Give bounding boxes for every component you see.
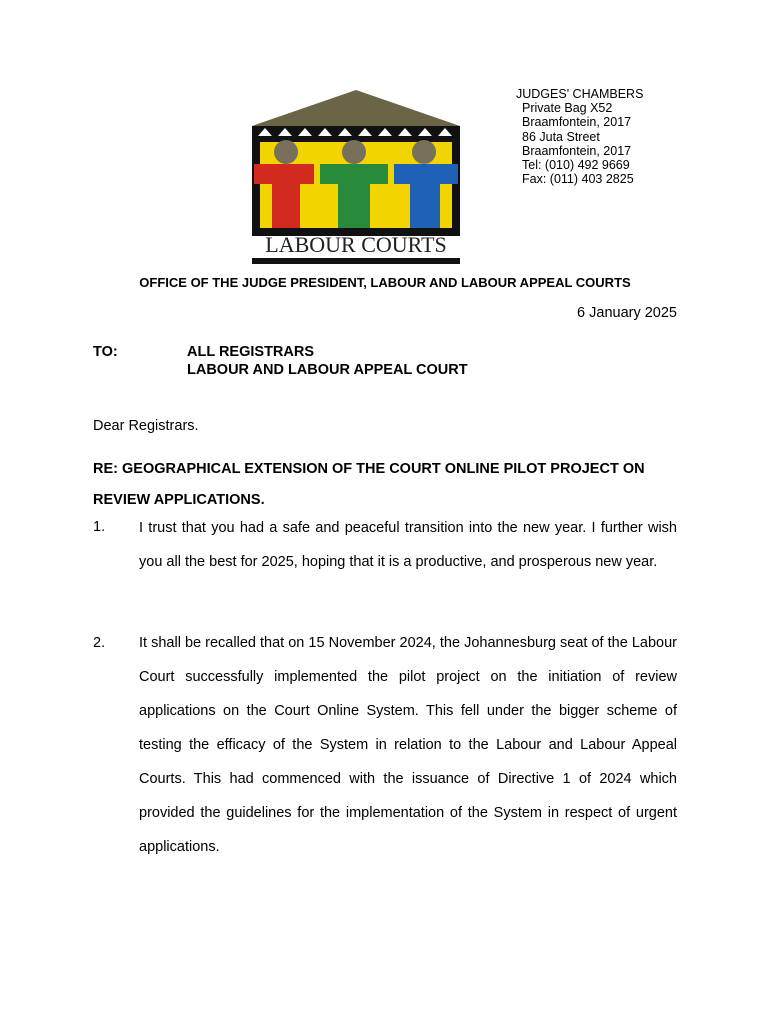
telephone-line: Tel: (010) 492 9669 — [522, 158, 630, 173]
address-line: 86 Juta Street — [522, 129, 600, 144]
paragraph-number: 1. — [93, 519, 106, 535]
address-line: Braamfontein, 2017 — [522, 115, 632, 130]
recipient-line: LABOUR AND LABOUR APPEAL COURT — [187, 361, 468, 378]
to-label: TO: — [93, 344, 118, 360]
logo-roof — [252, 90, 460, 126]
paragraph-2: It shall be recalled that on 15 November 2024, the Johannesburg seat of the Labour Court successfully implemented the pilot project on the initiation of review applications on the Court Online System. This fell under the bigger scheme of testing the efficacy of the System in relation to the Labour and Labour Appeal Courts. This had commenced with the issuance of Directive 1 of 2024 which provided the guidelines for the implementation of the System in respect of urgent applications. — [139, 635, 677, 855]
letter-date: 6 January 2025 — [577, 305, 677, 321]
chambers-address — [516, 87, 643, 186]
labour-courts-logo — [248, 88, 464, 266]
paragraph-1: I trust that you had a safe and peaceful transition into the new year. I further wish you all the best for 2025, hoping that it is a productive, and prosperous new year. — [139, 520, 677, 570]
paragraph-number: 2. — [93, 635, 106, 651]
fax-line: Fax: (011) 403 2825 — [522, 172, 634, 187]
address-line: Braamfontein, 2017 — [522, 143, 632, 158]
logo-wordmark: LABOUR COURTS — [265, 232, 447, 257]
office-heading: OFFICE OF THE JUDGE PRESIDENT, LABOUR AND LABOUR APPEAL COURTS — [139, 275, 631, 290]
subject-line: RE: GEOGRAPHICAL EXTENSION OF THE COURT ONLINE PILOT PROJECT ON REVIEW APPLICATIONS. — [93, 461, 645, 508]
chambers-title: JUDGES' CHAMBERS — [516, 87, 644, 101]
recipient-block — [187, 344, 468, 379]
salutation: Dear Registrars. — [93, 418, 199, 434]
address-line: Private Bag X52 — [522, 101, 613, 116]
recipient-line: ALL REGISTRARS — [187, 344, 315, 360]
